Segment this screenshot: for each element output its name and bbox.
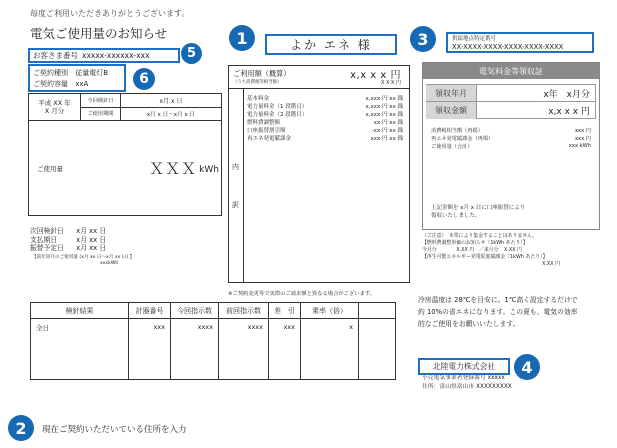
breakdown-label: 電力量料金（2 段階目） xyxy=(247,112,308,118)
table-cell: xxxx xyxy=(219,319,269,379)
usage-period-label: ご使用期間 xyxy=(81,108,121,122)
breakdown-label: 口座振替割引額 xyxy=(247,128,286,134)
contract-type-label: ご契約種別 xyxy=(33,69,68,77)
breakdown-amount: -xx 円 xx 銭 xyxy=(371,128,403,134)
breakdown-amount: xxx 円 xx 銭 xyxy=(370,136,403,142)
breakdown-row xyxy=(247,94,403,102)
receipt-item xyxy=(431,143,591,150)
supply-point-box xyxy=(446,32,594,53)
receipt-item-value: xxx kWh xyxy=(568,143,591,149)
fuel-adjustment-rates xyxy=(422,247,560,254)
breakdown-side-column xyxy=(229,88,244,282)
contract-capacity-row xyxy=(33,79,121,90)
receipt-footer-line: 領収いたしました。 xyxy=(431,212,481,219)
breakdown-label: 電力量料金（1 段階目） xyxy=(247,104,308,110)
billing-divider xyxy=(229,88,409,89)
customer-number-box xyxy=(28,48,180,63)
customer-number-label: お客さま番号 xyxy=(33,51,78,60)
schedule-value: x月 xx 日 xyxy=(76,244,107,252)
company-name-box: 北陸電力株式会社 xyxy=(418,358,510,375)
billing-title: ご利用額（概算） xyxy=(233,69,291,78)
table-header: 今回指示数 xyxy=(171,303,219,319)
billing-amount: x,x x x 円 xyxy=(350,70,401,81)
receipt-item xyxy=(431,127,591,134)
usage-amount-label: ご使用量 xyxy=(37,164,63,173)
breakdown-label: 燃料費調整額 xyxy=(247,120,281,126)
usage-amount-value: ＸＸＸ xyxy=(149,159,198,178)
meter-reading-table xyxy=(28,93,222,216)
schedule-label: 次回検針日 xyxy=(30,227,64,235)
usage-amount xyxy=(113,121,219,215)
breakdown-amount: x,xxx 円 xx 銭 xyxy=(365,112,403,118)
reading-date-value: x月 x 日 xyxy=(121,94,221,108)
supply-point-label: 供給地点特定番号 xyxy=(452,36,497,42)
previous-year-label: 【前年同月のご使用量 (x月 xx 日～x月 xx 日) 】 xyxy=(32,255,135,260)
table-header: 検針結果 xyxy=(31,303,129,319)
customer-number-value: xxxxx-xxxxxx-xxx xyxy=(82,51,150,60)
payment-receipt-box xyxy=(422,62,600,230)
usage-period-value: x月 x 日～x月 x 日 xyxy=(121,108,221,122)
next-month-value: X.XX 円 xyxy=(504,247,523,253)
receipt-amount-value: x,x x x 円 xyxy=(548,107,590,117)
next-month-label: ／来月分 xyxy=(478,247,499,253)
schedule-value: x月 xx 日 xyxy=(76,235,107,244)
breakdown-row xyxy=(247,102,403,110)
receipt-notes xyxy=(422,233,560,268)
breakdown-row xyxy=(247,110,403,118)
breakdown-row xyxy=(247,126,403,134)
renewable-levy-value: X.XX 円 xyxy=(542,261,561,267)
receipt-item-value: xxx 円 xyxy=(574,128,591,134)
supply-point-value: XX-XXXX-XXXX-XXXX-XXXX-XXXX xyxy=(452,43,564,51)
breakdown-amount: x,xxx 円 xx 銭 xyxy=(365,104,403,110)
breakdown-row xyxy=(247,118,403,126)
receipt-footer-line: 上記金額を x月 x 日に口座振替により xyxy=(431,205,526,211)
receipt-item-label: ご使用量（合計） xyxy=(431,144,473,150)
breakdown-label: 再エネ発電賦課金 xyxy=(247,136,292,142)
annotation-badge-6: 6 xyxy=(133,68,155,90)
table-header: 乗率（倍） xyxy=(301,303,359,319)
address-input-caption: 現在ご契約いただいている住所を入力 xyxy=(42,425,187,435)
receipt-item xyxy=(431,135,591,142)
breakdown-row xyxy=(247,134,403,142)
table-cell: x xyxy=(301,319,359,379)
receipt-month-label: 領収年月 xyxy=(426,85,477,101)
billing-summary-box xyxy=(228,65,410,283)
table-cell: 全日 xyxy=(31,319,129,379)
company-address: 住所：富山県富山市 XXXXXXXXX xyxy=(422,383,512,390)
annotation-badge-1: 1 xyxy=(229,25,255,51)
contract-capacity-label: ご契約容量 xyxy=(33,80,68,88)
advice-line: 的なご使用をお願いいたします。 xyxy=(418,320,520,328)
previous-year-value: xxxkWh xyxy=(100,261,119,266)
annotation-badge-3: 3 xyxy=(410,26,436,52)
schedule-item xyxy=(30,227,106,236)
energy-saving-advice xyxy=(418,294,578,330)
receipt-title: 電気料金等領収証 xyxy=(423,63,599,79)
breakdown-side-label-1: 内 xyxy=(232,163,239,171)
receipt-item-label: 消費税相当額（再掲） xyxy=(431,128,483,134)
schedule-value: x月 xx 日 xyxy=(76,227,107,235)
table-header: 差 引 xyxy=(269,303,301,319)
caution-note: （ご注意） 本票により集金することはありません。 xyxy=(422,233,538,239)
usage-amount-unit: kWh xyxy=(199,164,219,175)
customer-name-box: よか エネ 様 xyxy=(265,34,397,55)
advice-line: 約 10%の省エネになります。この夏も、電気の効率 xyxy=(418,308,578,316)
table-cell: xxxx xyxy=(171,319,219,379)
contract-type-value: 従量電灯B xyxy=(75,69,109,77)
receipt-amount-row xyxy=(426,102,596,119)
advice-line: 冷房温度は 28℃を目安に。1℃高く設定するだけで xyxy=(418,296,578,304)
billing-note: ※ご契約変更等で実際のご請求額と異なる場合がございます。 xyxy=(228,291,376,297)
receipt-month-row xyxy=(426,85,596,102)
schedule-item xyxy=(30,244,106,253)
receipt-item-label: 再エネ発電賦課金（再掲） xyxy=(431,136,494,142)
table-header: 前回指示数 xyxy=(219,303,269,319)
schedule-list xyxy=(30,227,106,253)
receipt-item-value: xxx 円 xyxy=(574,136,591,142)
table-header: 計器番号 xyxy=(129,303,171,319)
breakdown-amount: x,xxx 円 xx 銭 xyxy=(365,96,403,102)
company-details xyxy=(422,374,512,391)
receipt-footer xyxy=(431,205,525,220)
schedule-label: 振替予定日 xyxy=(30,244,64,252)
table-cell: xxx xyxy=(129,319,171,379)
table-cell-empty xyxy=(359,319,395,379)
this-month-label: 今月分 xyxy=(422,247,437,253)
table-cell: xxx xyxy=(269,319,301,379)
billing-tax-value: X X X 円 xyxy=(380,80,401,86)
reading-date-label: 今回検針日 xyxy=(81,94,121,108)
annotation-badge-5: 5 xyxy=(181,43,202,64)
contract-capacity-value: xxA xyxy=(75,80,89,88)
breakdown-side-label-2: 訳 xyxy=(232,201,239,209)
notice-title: 電気ご使用量のお知らせ xyxy=(30,26,168,41)
table-header-empty xyxy=(359,303,395,319)
billing-tax-label: （うち消費税等相当額） xyxy=(233,80,282,85)
company-registration: 小売電気事業者登録番号 xxxxx xyxy=(422,375,505,381)
schedule-label: 支払期日 xyxy=(30,235,58,244)
annotation-badge-2: 2 xyxy=(8,415,34,441)
contract-type-row xyxy=(33,68,121,79)
schedule-item xyxy=(30,236,106,245)
receipt-amount-label: 領収金額 xyxy=(426,102,477,119)
renewable-levy-title: 【再生可能エネルギー発電促進賦課金（1kWh あたり）】 xyxy=(422,254,548,260)
meter-readings-table xyxy=(30,302,396,380)
billing-period-month: X 月分 xyxy=(44,107,65,115)
breakdown-amount: xx 円 xx 銭 xyxy=(373,120,403,126)
greeting-text: 毎度ご利用いただきありがとうございます。 xyxy=(30,9,190,18)
billing-period-cell xyxy=(29,94,81,121)
breakdown-label: 基本料金 xyxy=(247,96,270,102)
contract-info-box xyxy=(28,64,126,92)
annotation-badge-4: 4 xyxy=(514,354,540,380)
fuel-adjustment-title: 【燃料費調整単価のお知らせ（1kWh あたり）】 xyxy=(422,240,528,246)
this-month-value: X.XX 円 xyxy=(456,247,475,253)
receipt-month-value: x年 x月分 xyxy=(543,89,590,100)
billing-period-year: 平成 XX 年 xyxy=(38,99,71,107)
